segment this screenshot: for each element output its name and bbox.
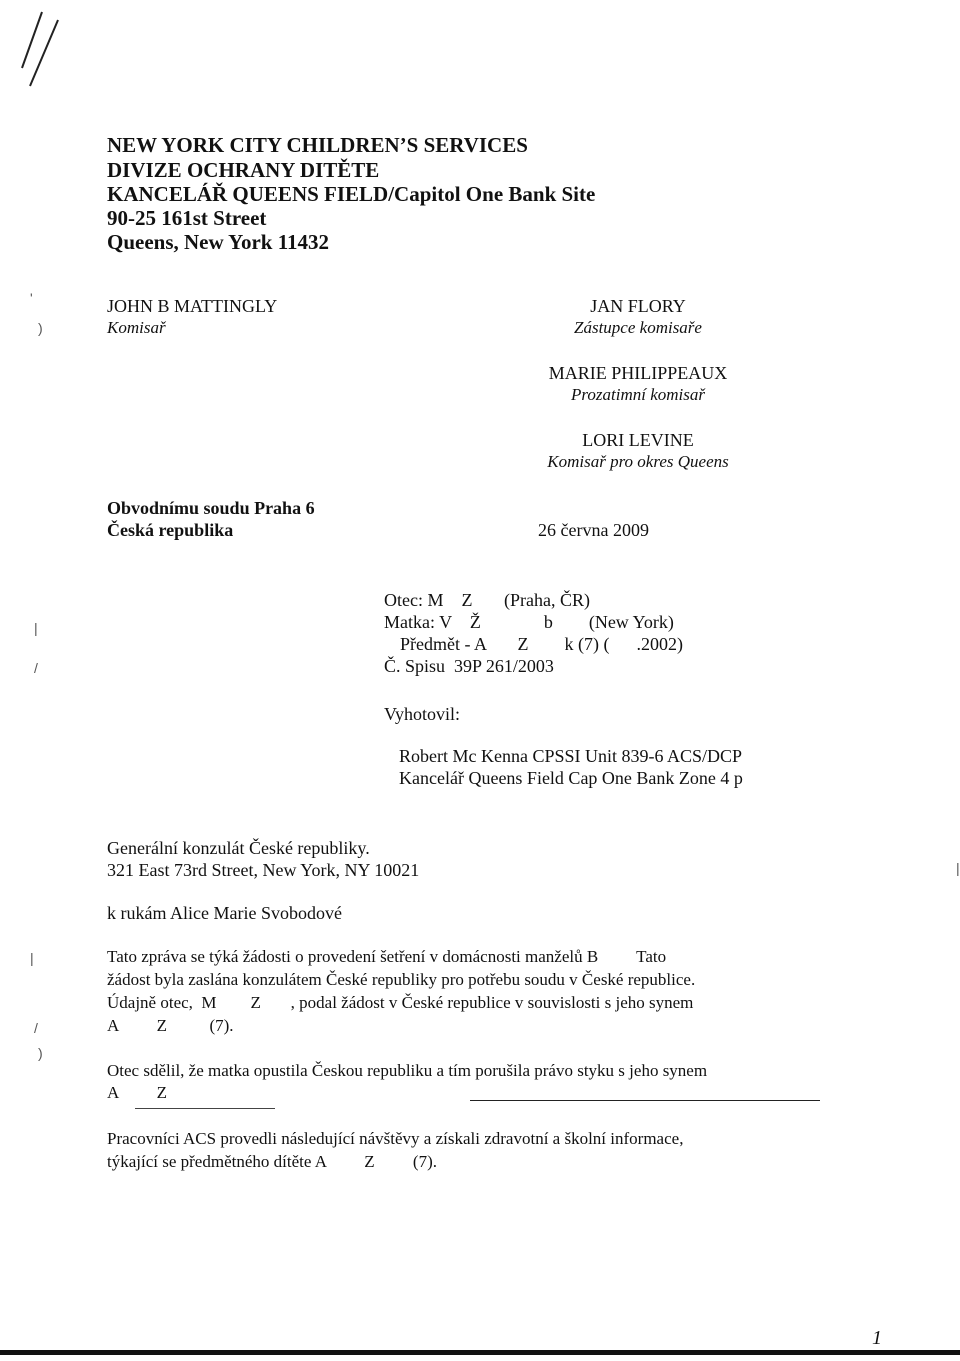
- deputy-name: JAN FLORY: [590, 296, 686, 316]
- paragraph-1-line-3: Údajně otec, M Z , podal žádost v České republice v souvislosti s jeho synem: [107, 993, 694, 1012]
- interim-commissioner-name: MARIE PHILIPPEAUX: [548, 363, 728, 383]
- margin-mark: ': [30, 290, 33, 306]
- commissioner-title: Komisař: [107, 318, 166, 337]
- margin-mark: |: [30, 950, 34, 966]
- scan-mark-topleft: [14, 8, 74, 98]
- agency-name: NEW YORK CITY CHILDREN’S SERVICES: [107, 133, 528, 157]
- borough-commissioner-title: Komisař pro okres Queens: [547, 452, 729, 471]
- case-mother: Matka: V Ž b (New York): [384, 612, 674, 632]
- prepared-by-label: Vyhotovil:: [384, 704, 461, 724]
- borough-commissioner-name: LORI LEVINE: [582, 430, 694, 450]
- paragraph-1-line-4: A Z (7).: [107, 1016, 234, 1035]
- margin-mark: ): [38, 1045, 43, 1061]
- underline-rule: [470, 1100, 820, 1101]
- consulate-address: 321 East 73rd Street, New York, NY 10021: [107, 860, 420, 880]
- case-subject: Předmět - A Z k (7) ( .2002): [400, 634, 683, 654]
- office-name: KANCELÁŘ QUEENS FIELD/Capitol One Bank Site: [107, 182, 596, 206]
- prepared-by-name: Robert Mc Kenna CPSSI Unit 839-6 ACS/DCP: [399, 746, 743, 766]
- paragraph-3-line-1: Pracovníci ACS provedli následující návštěvy a získali zdravotní a školní informace,: [107, 1129, 684, 1148]
- division-name: DIVIZE OCHRANY DITĚTE: [107, 158, 380, 182]
- street-address: 90-25 161st Street: [107, 206, 267, 230]
- margin-mark: /: [34, 1020, 38, 1036]
- consulate-name: Generální konzulát České republiky.: [107, 838, 370, 858]
- margin-mark: ): [38, 320, 43, 336]
- case-file-number: Č. Spisu 39P 261/2003: [384, 656, 554, 676]
- paragraph-1-line-1: Tato zpráva se týká žádosti o provedení šetření v domácnosti manželů B Tato: [107, 947, 667, 966]
- margin-mark: |: [956, 860, 960, 876]
- paragraph-2-line-1: Otec sdělil, že matka opustila Českou republiku a tím porušila právo styku s jeho synem: [107, 1061, 708, 1080]
- deputy-title: Zástupce komisaře: [574, 318, 702, 337]
- commissioner-name: JOHN B MATTINGLY: [107, 296, 278, 316]
- attention-line: k rukám Alice Marie Svobodové: [107, 903, 342, 923]
- paragraph-1-line-2: žádost byla zaslána konzulátem České republiky pro potřebu soudu v České republice.: [107, 970, 696, 989]
- recipient-court: Obvodnímu soudu Praha 6: [107, 498, 315, 518]
- interim-commissioner-title: Prozatimní komisař: [571, 385, 705, 404]
- paragraph-3-line-2: týkající se předmětného dítěte A Z (7).: [107, 1152, 438, 1171]
- case-father: Otec: M Z (Praha, ČR): [384, 590, 590, 610]
- prepared-by-office: Kancelář Queens Field Cap One Bank Zone 4 p: [399, 768, 743, 788]
- letter-date: 26 června 2009: [538, 520, 649, 540]
- underline-rule: [135, 1108, 275, 1109]
- margin-mark: /: [34, 660, 38, 676]
- city-address: Queens, New York 11432: [107, 230, 330, 254]
- recipient-country: Česká republika: [107, 520, 234, 540]
- page-number: 1: [872, 1327, 882, 1349]
- paragraph-2-line-2: A Z: [107, 1083, 167, 1102]
- margin-mark: |: [34, 620, 38, 636]
- bottom-rule: [0, 1350, 960, 1355]
